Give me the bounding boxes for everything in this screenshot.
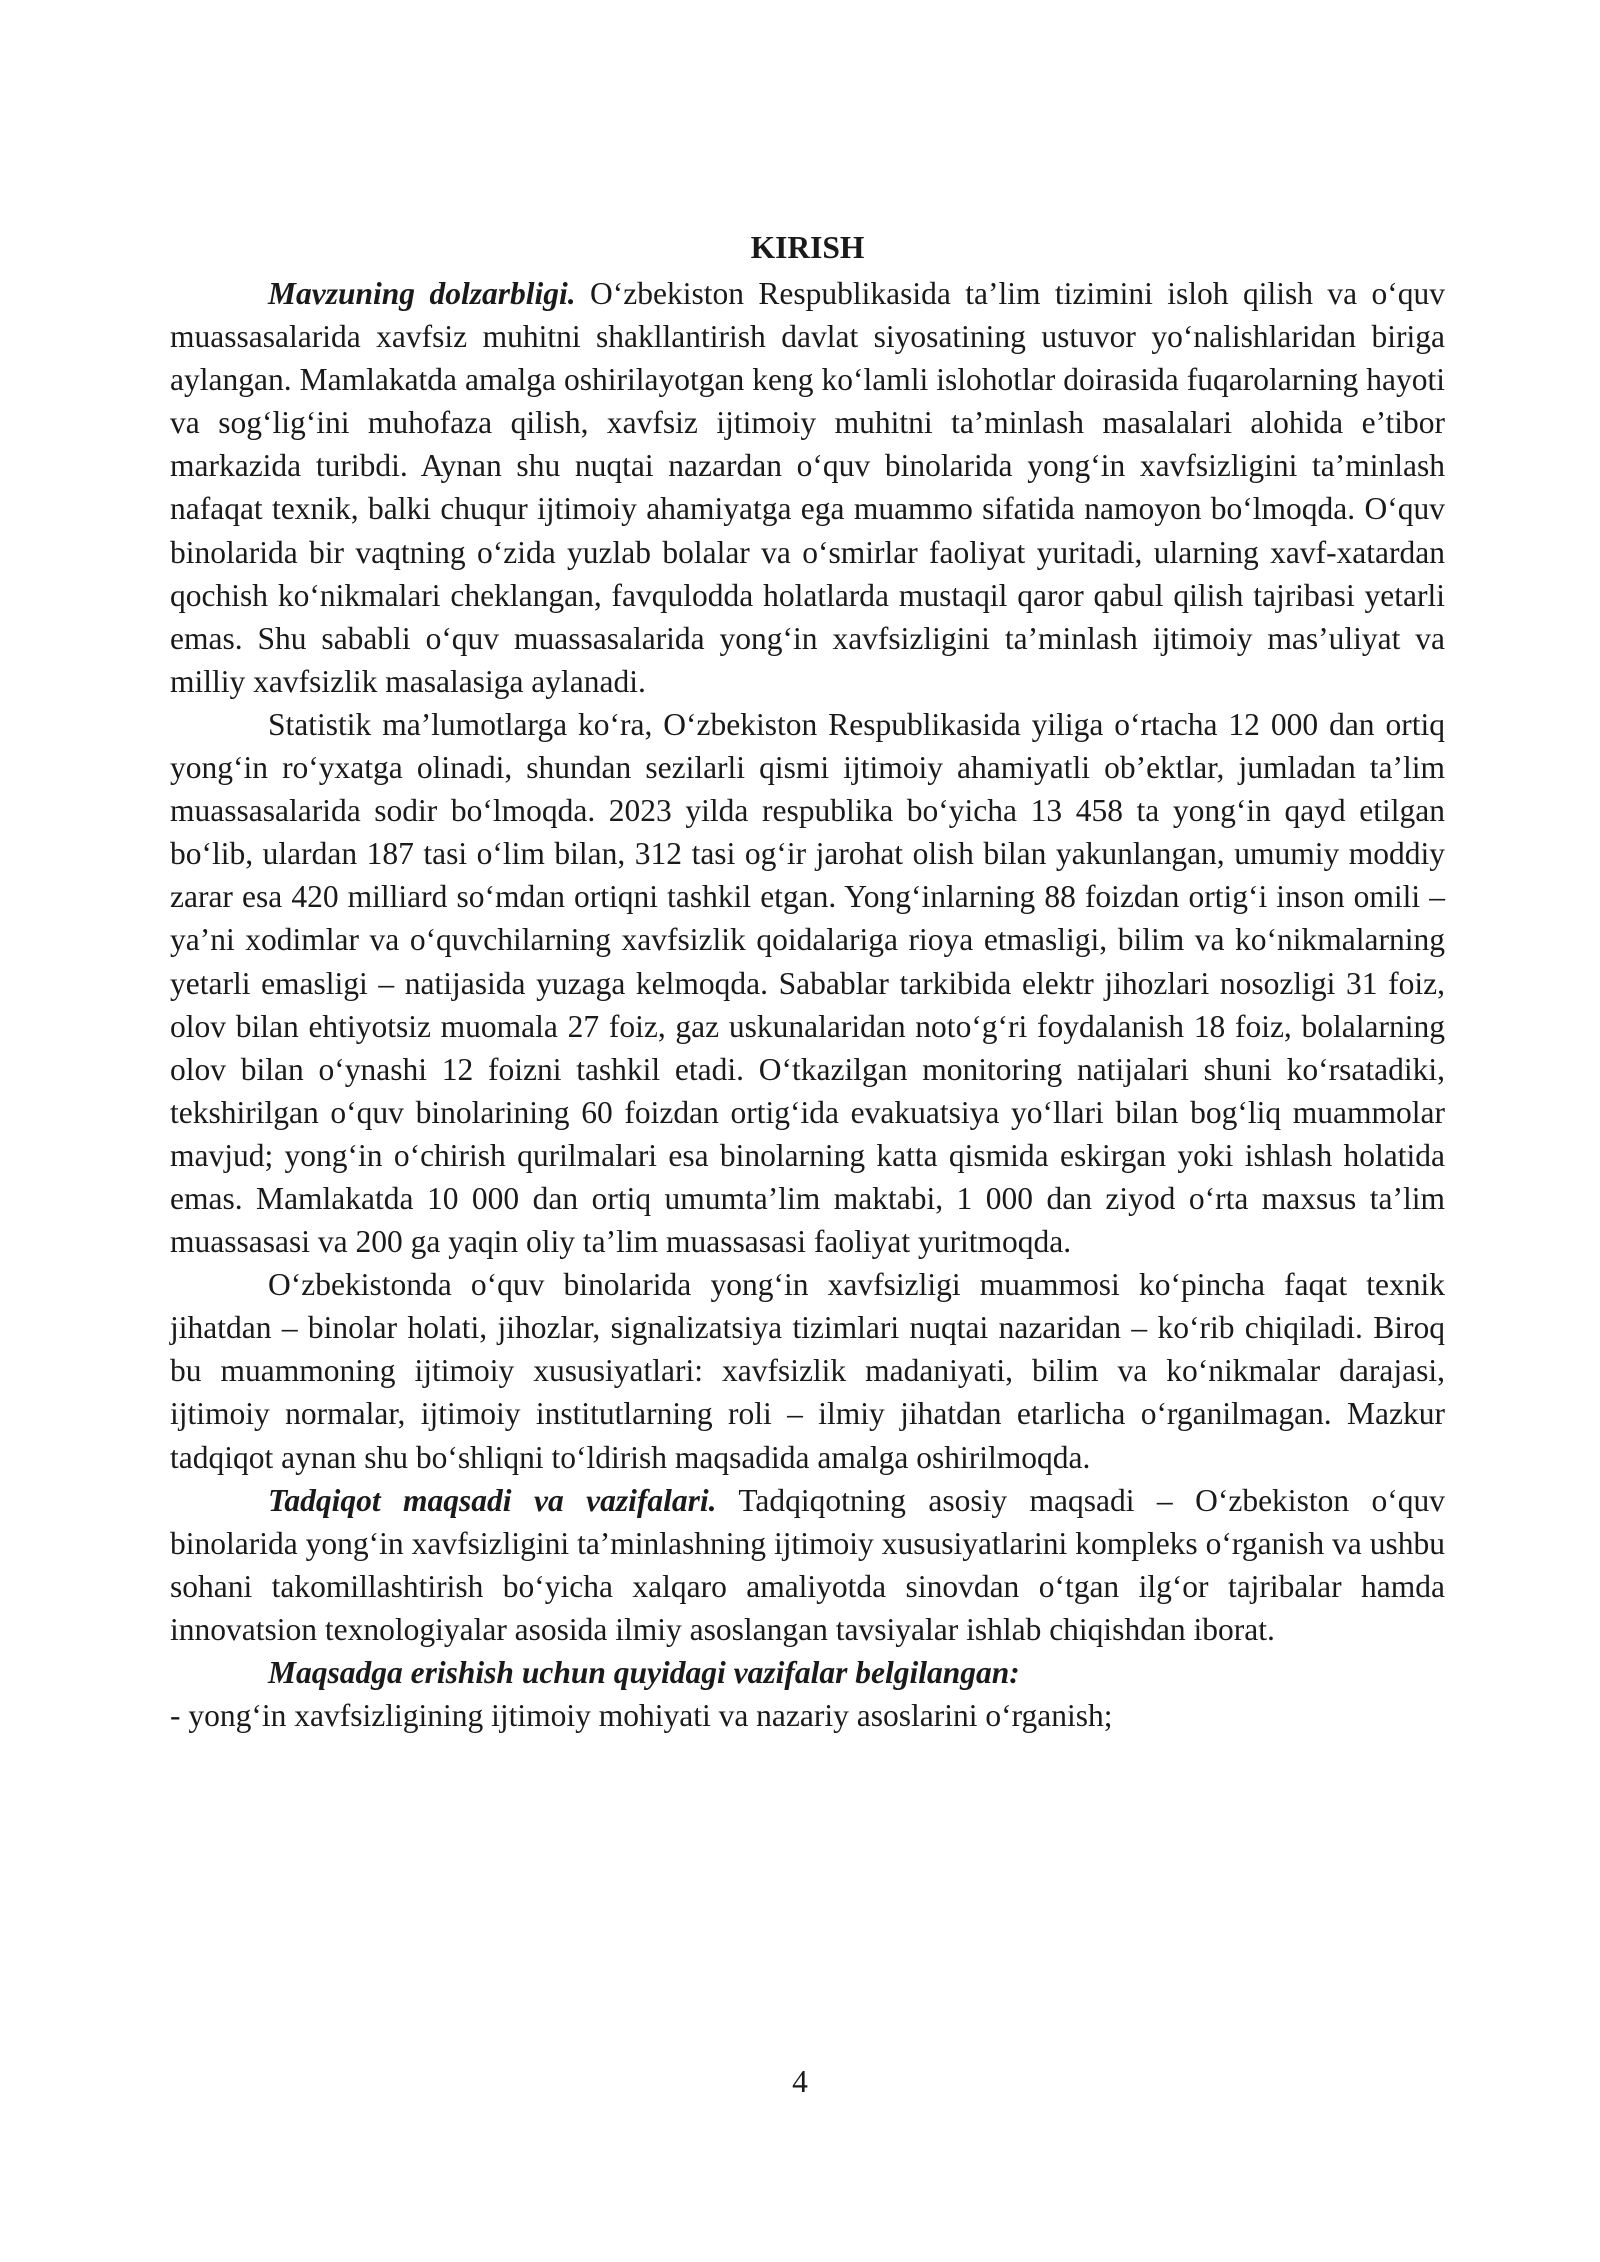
paragraph-text: Statistik ma’lumotlarga ko‘ra, O‘zbekiston Respublikasida yiliga o‘rtacha 12 000 dan ortiq yong‘in ro‘yxatga olinadi, shundan sezilarli qismi ijtimoiy ahamiyatli ob’ektlar, jumladan ta’lim muassasalarida sodir bo‘lmoqda. 2023 yilda respublika bo‘yicha 13 458 ta yong‘in qayd etilgan bo‘lib, ulardan 187 tasi o‘lim bilan, 312 tasi og‘ir jarohat olish bilan yakunlangan, umumiy moddiy zarar esa 420 milliard so‘mdan ortiqni tashkil etgan. Yong‘inlarning 88 foizdan ortig‘i inson omili – ya’ni xodimlar va o‘quvchilarning xavfsizlik qoidalariga rioya etmasligi, bilim va ko‘nikmalarning yetarli emasligi – natijasida yuzaga kelmoqda. Sabablar tarkibida elektr jihozlari nosozligi 31 foiz, olov bilan ehtiyotsiz muomala 27 foiz, gaz uskunalaridan noto‘g‘ri foydalanish 18 foiz, bolalarning olov bilan o‘ynashi 12 foizni tashkil etadi. O‘tkazilgan monitoring natijalari shuni ko‘rsatadiki, tekshirilgan o‘quv binolarining 60 foizdan ortig‘ida evakuatsiya yo‘llari bilan bog‘liq muammolar mavjud; yong‘in o‘chirish qurilmalari esa binolarning katta qismida eskirgan yoki ishlash holatida emas. Mamlakatda 10 000 dan ortiq umumta’lim maktabi, 1 000 dan ziyod o‘rta maxsus ta’lim muassasasi va 200 ga yaqin oliy ta’lim muassasasi faoliyat yuritmoqda. (170, 706, 1445, 1260)
document-page (170, 225, 1445, 1737)
paragraph-text: O‘zbekistonda o‘quv binolarida yong‘in xavfsizligi muammosi ko‘pincha faqat texnik jihatdan – binolar holati, jihozlar, signalizatsiya tizimlari nuqtai nazaridan – ko‘rib chiqiladi. Biroq bu muammoning ijtimoiy xususiyatlari: xavfsizlik madaniyati, bilim va ko‘nikmalar darajasi, ijtimoiy normalar, ijtimoiy institutlarning roli – ilmiy jihatdan etarlicha o‘rganilmagan. Mazkur tadqiqot aynan shu bo‘shliqni to‘ldirish maqsadida amalga oshirilmoqda. (170, 1267, 1445, 1475)
paragraph-statistics (170, 703, 1445, 1263)
paragraph-text: O‘zbekiston Respublikasida ta’lim tizimini isloh qilish va o‘quv muassasalarida xavfsiz muhitni shakllantirish davlat siyosatining ustuvor yo‘nalishlaridan biriga aylangan. Mamlakatda amalga oshirilayotgan keng ko‘lamli islohotlar doirasida fuqarolarning hayoti va sog‘lig‘ini muhofaza qilish, xavfsiz ijtimoiy muhitni ta’minlash masalalari alohida e’tibor markazida turibdi. Aynan shu nuqtai nazardan o‘quv binolarida yong‘in xavfsizligini ta’minlash nafaqat texnik, balki chuqur ijtimoiy ahamiyatga ega muammo sifatida namoyon bo‘lmoqda. O‘quv binolarida bir vaqtning o‘zida yuzlab bolalar va o‘smirlar faoliyat yuritadi, ularning xavf-xatardan qochish ko‘nikmalari cheklangan, favqulodda holatlarda mustaqil qaror qabul qilish tajribasi yetarli emas. Shu sababli o‘quv muassasalarida yong‘in xavfsizligini ta’minlash ijtimoiy mas’uliyat va milliy xavfsizlik masalasiga aylanadi. (170, 276, 1445, 699)
page-number: 4 (792, 2064, 808, 2099)
paragraph-lead: Mavzuning dolzarbligi. (268, 276, 576, 311)
paragraph-relevance (170, 272, 1445, 703)
paragraph-goal (170, 1479, 1445, 1651)
list-item: - yong‘in xavfsizligining ijtimoiy mohiyati va nazariy asoslarini o‘rganish; (170, 1698, 1113, 1734)
paragraph-lead: Tadqiqot maqsadi va vazifalari. (268, 1482, 717, 1518)
paragraph-text: Tadqiqotning asosiy maqsadi – O‘zbekiston o‘quv binolarida yong‘in xavfsizligini ta’minlashning ijtimoiy xususiyatlarini kompleks o‘rganish va ushbu sohani takomillashtirish bo‘yicha xalqaro amaliyotda sinovdan o‘tgan ilg‘or tajribalar hamda innovatsion texnologiyalar asosida ilmiy asoslangan tavsiyalar ishlab chiqishdan iborat. (170, 1482, 1445, 1647)
page-title: KIRISH (750, 230, 865, 265)
tasks-heading: Maqsadga erishish uchun quyidagi vazifalar belgilangan: (268, 1655, 1020, 1690)
paragraph-problem (170, 1263, 1445, 1478)
